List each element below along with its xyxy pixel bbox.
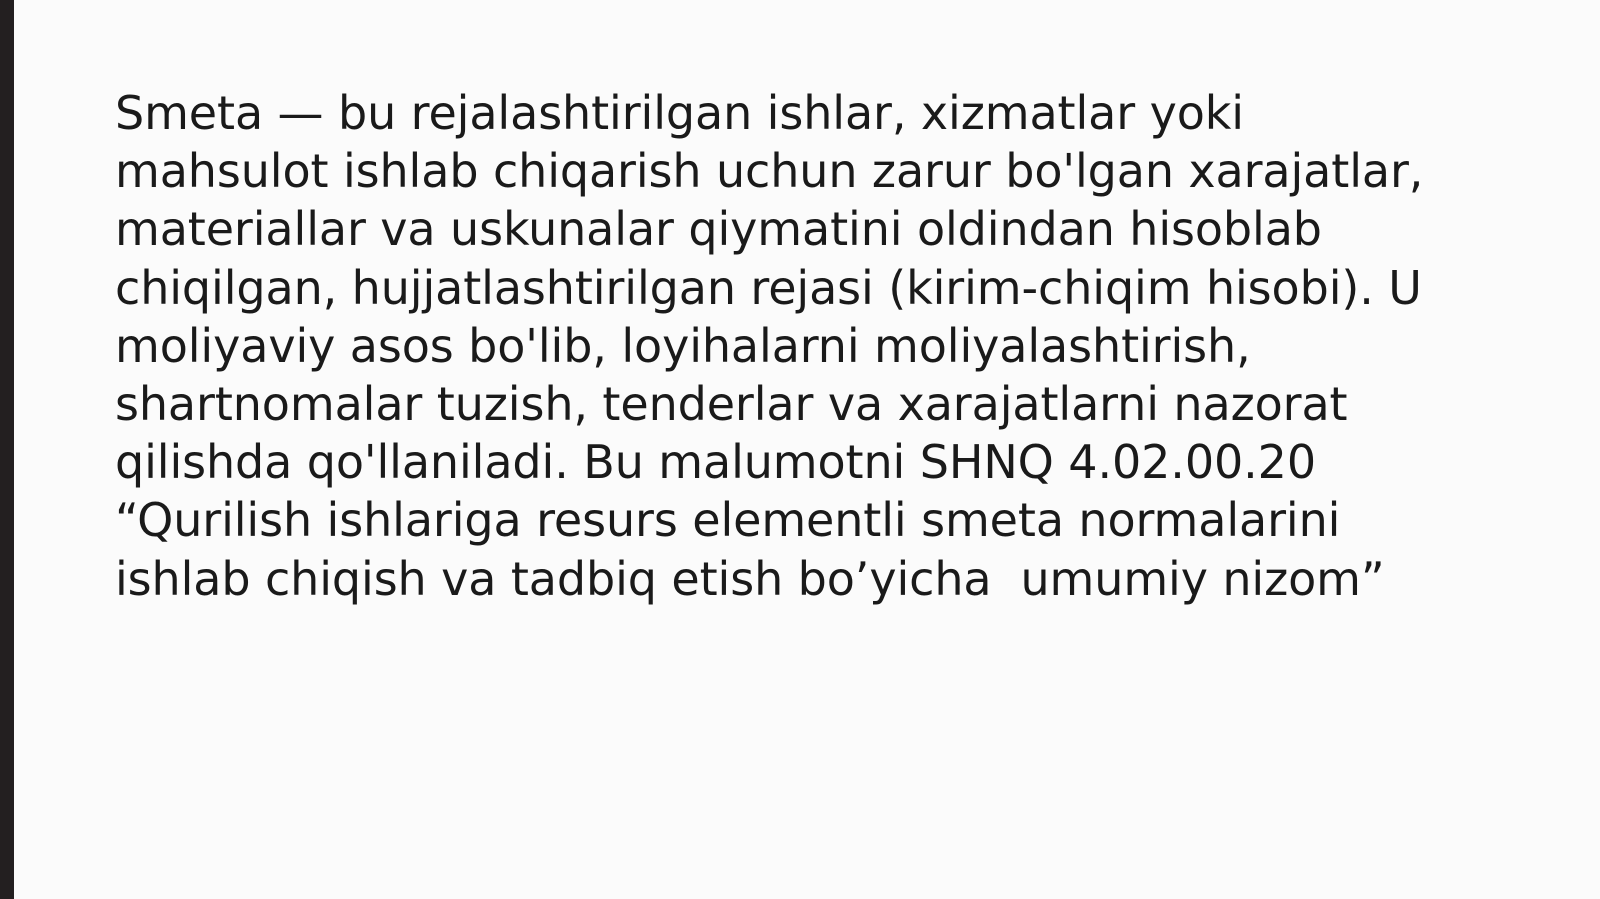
left-accent-bar xyxy=(0,0,14,899)
slide-body-text: Smeta — bu rejalashtirilgan ishlar, xizmatlar yoki mahsulot ishlab chiqarish uchun zarur bo'lgan xarajatlar, materiallar va uskunalar qiymatini oldindan hisoblab chiqilgan, hujjatlashtirilgan rejasi (kirim-chiqim hisobi). U moliyaviy asos bo'lib, loyihalarni moliyalashtirish, shartnomalar tuzish, tenderlar va xarajatlarni nazorat qilishda qo'llaniladi. Bu malumotni SHNQ 4.02.00.20 “Qurilish ishlariga resurs elementli smeta normalarini ishlab chiqish va tadbiq etish bo’yicha umumiy nizom” xyxy=(115,86,1438,606)
